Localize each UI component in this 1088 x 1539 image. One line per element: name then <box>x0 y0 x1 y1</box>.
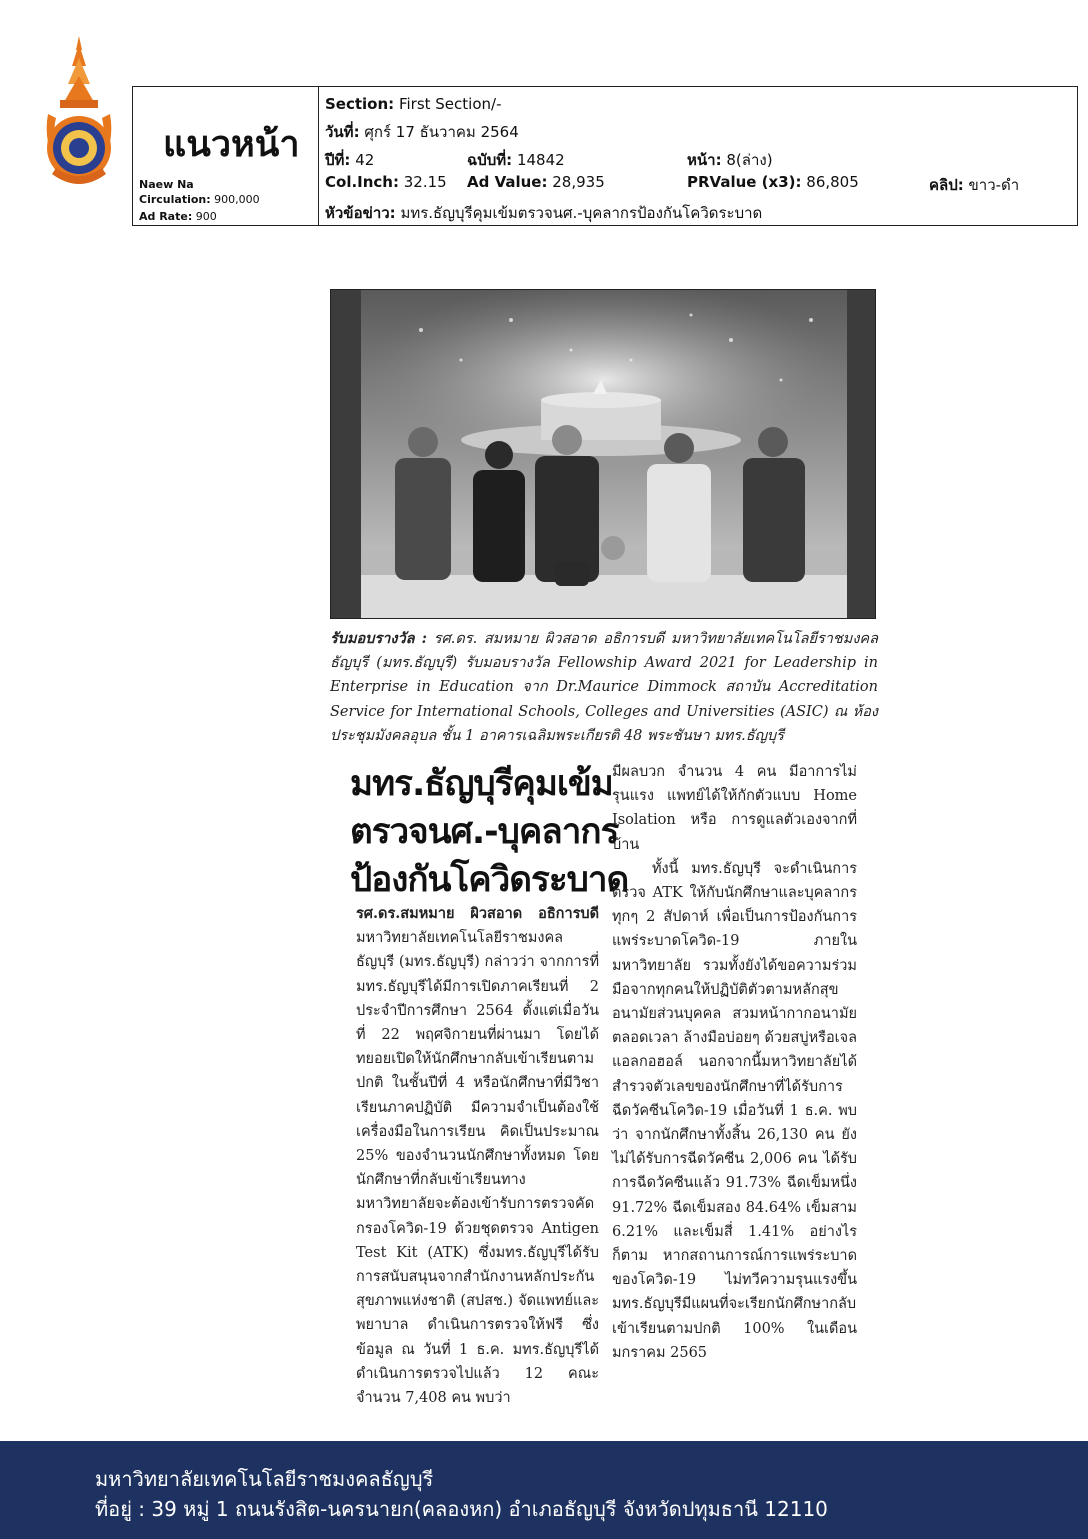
article-lead: รศ.ดร.สมหมาย ผิวสอาด อธิการบดี <box>356 905 599 922</box>
clipping-metadata <box>325 87 1077 225</box>
headline-line-2: ตรวจนศ.-บุคลากร <box>350 812 619 852</box>
caption-lead: รับมอบรางวัล : <box>330 630 428 647</box>
news-photo <box>330 289 876 619</box>
footer-address: ที่อยู่ : 39 หมู่ 1 ถนนรังสิต-นครนายก(คลองหก) อำเภอธัญบุรี จังหวัดปทุมธานี 12110 <box>95 1497 828 1521</box>
article-column-2 <box>612 760 857 1365</box>
prvalue-field <box>687 173 859 191</box>
clip-value: ขาว-ดำ <box>968 176 1020 194</box>
ad-rate-label: Ad Rate: <box>139 210 193 223</box>
article-headline <box>350 760 629 904</box>
headline-label: หัวข้อข่าว: <box>325 204 396 222</box>
advalue-field <box>467 173 605 191</box>
issue-value: 14842 <box>516 151 565 169</box>
publication-info <box>133 87 319 225</box>
colinch-value: 32.15 <box>403 173 447 191</box>
article-column-1-text: มหาวิทยาลัยเทคโนโลยีราชมงคลธัญบุรี (มทร.ธัญบุรี) กล่าวว่า จากการที่มทร.ธัญบุรีได้มีการเปิดภาคเรียนที่ 2 ประจำปีการศึกษา 2564 ตั้งแต่เมื่อวันที่ 22 พฤศจิกายนที่ผ่านมา โดยได้ทยอยเปิดให้นักศึกษากลับเข้าเรียนตามปกติ ในชั้นปีที่ 4 หรือนักศึกษาที่มีวิชาเรียนภาคปฏิบัติ มีความจำเป็นต้องใช้เครื่องมือในการเรียน คิดเป็นประมาณ 25% ของจำนวนนักศึกษาทั้งหมด โดยนักศึกษาที่กลับเข้าเรียนทางมหาวิทยาลัยจะต้องเข้ารับการตรวจคัดกรองโควิด-19 ด้วยชุดตรวจ Antigen Test Kit (ATK) ซึ่งมทร.ธัญบุรีได้รับการสนับสนุนจากสำนักงานหลักประกันสุขภาพแห่งชาติ (สปสช.) จัดแพทย์และพยาบาล ดำเนินการตรวจให้ฟรี ซึ่งข้อมูล ณ วันที่ 1 ธ.ค. มทร.ธัญบุรีได้ดำเนินการตรวจไปแล้ว 12 คณะ จำนวน 7,408 คน พบว่า <box>356 930 599 1407</box>
advalue-label: Ad Value: <box>467 173 548 191</box>
ad-rate-value: 900 <box>195 210 217 223</box>
year-field <box>325 151 374 169</box>
page-value: 8(ล่าง) <box>726 151 773 169</box>
year-value: 42 <box>355 151 375 169</box>
footer-university-name: มหาวิทยาลัยเทคโนโลยีราชมงคลธัญบุรี <box>95 1467 434 1491</box>
circulation-value: 900,000 <box>214 193 260 206</box>
article-paragraph-2: มีผลบวก จำนวน 4 คน มีอาการไม่รุนแรง แพทย์ได้ให้กักตัวแบบ Home Isolation หรือ การดูแลตัวเองจากที่บ้าน <box>612 764 857 853</box>
date-value: ศุกร์ 17 ธันวาคม 2564 <box>364 123 519 141</box>
article-column-1 <box>356 902 599 1410</box>
headline-line-3: ป้องกันโควิดระบาด <box>350 860 629 900</box>
headline-line-1: มทร.ธัญบุรีคุมเข้ม <box>350 764 613 804</box>
newspaper-name-en: Naew Na <box>139 178 194 191</box>
date-label: วันที่: <box>325 123 360 141</box>
university-seal-icon <box>40 36 118 196</box>
clip-label: คลิป: <box>929 176 964 194</box>
colinch-label: Col.Inch: <box>325 173 399 191</box>
ad-rate <box>139 210 217 223</box>
issue-label: ฉบับที่: <box>467 151 513 169</box>
headline-value: มทร.ธัญบุรีคุมเข้มตรวจนศ.-บุคลากรป้องกันโควิดระบาด <box>400 204 763 222</box>
date-row <box>325 120 519 144</box>
page-field <box>687 148 773 172</box>
photo-caption <box>330 627 878 748</box>
clip-field <box>929 173 1019 197</box>
headline-row <box>325 201 762 225</box>
section-row <box>325 95 502 113</box>
prvalue-value: 86,805 <box>806 173 859 191</box>
issue-field <box>467 148 565 172</box>
colinch-field <box>325 173 447 191</box>
advalue-value: 28,935 <box>552 173 605 191</box>
circulation-label: Circulation: <box>139 193 211 206</box>
article-paragraph-3: ทั้งนี้ มทร.ธัญบุรี จะดำเนินการตรวจ ATK ให้กับนักศึกษาและบุคลากร ทุกๆ 2 สัปดาห์ เพื่อเป็นการป้องกันการแพร่ระบาดโควิด-19 ภายในมหาวิทยาลัย รวมทั้งยังได้ขอความร่วมมือจากทุกคนให้ปฏิบัติตัวตามหลักสุขอนามัยส่วนบุคคล สวมหน้ากากอนามัยตลอดเวลา ล้างมือบ่อยๆ ด้วยสบู่หรือเจลแอลกอฮอล์ นอกจากนี้มหาวิทยาลัยได้สำรวจตัวเลขของนักศึกษาที่ได้รับการฉีดวัคซีนโควิด-19 เมื่อวันที่ 1 ธ.ค. พบว่า จากนักศึกษาทั้งสิ้น 26,130 คน ยังไม่ได้รับการฉีดวัคซีน 2,006 คน ได้รับการฉีดวัคซีนแล้ว 91.73% ฉีดเข็มหนึ่ง 91.72% ฉีดเข็มสอง 84.64% เข็มสาม 6.21% และเข็มสี่ 1.41% อย่างไรก็ตาม หากสถานการณ์การแพร่ระบาดของโควิด-19 ไม่ทวีความรุนแรงขึ้น มทร.ธัญบุรีมีแผนที่จะเรียกนักศึกษากลับเข้าเรียนตามปกติ 100% ในเดือนมกราคม 2565 <box>612 860 857 1361</box>
circulation <box>139 193 260 206</box>
page-label: หน้า: <box>687 151 722 169</box>
clipping-header <box>132 86 1078 226</box>
newspaper-name: แนวหน้า <box>163 124 300 165</box>
prvalue-label: PRValue (x3): <box>687 173 802 191</box>
year-label: ปีที่: <box>325 151 351 169</box>
issue-row <box>325 148 374 172</box>
caption-text: รศ.ดร. สมหมาย ผิวสอาด อธิการบดี มหาวิทยาลัยเทคโนโลยีราชมงคลธัญบุรี (มทร.ธัญบุรี) รับมอบรางวัล Fellowship Award 2021 for Leadership in Enterprise in Education จาก Dr.Maurice Dimmock สถาบัน Accreditation Service for International Schools, Colleges and Universities (ASIC) ณ ห้องประชุมมังคลอุบล ชั้น 1 อาคารเฉลิมพระเกียรติ 48 พระชันษา มทร.ธัญบุรี <box>330 631 878 744</box>
section-label: Section: <box>325 95 395 113</box>
footer-bar <box>0 1441 1088 1539</box>
section-value: First Section/- <box>398 95 502 113</box>
